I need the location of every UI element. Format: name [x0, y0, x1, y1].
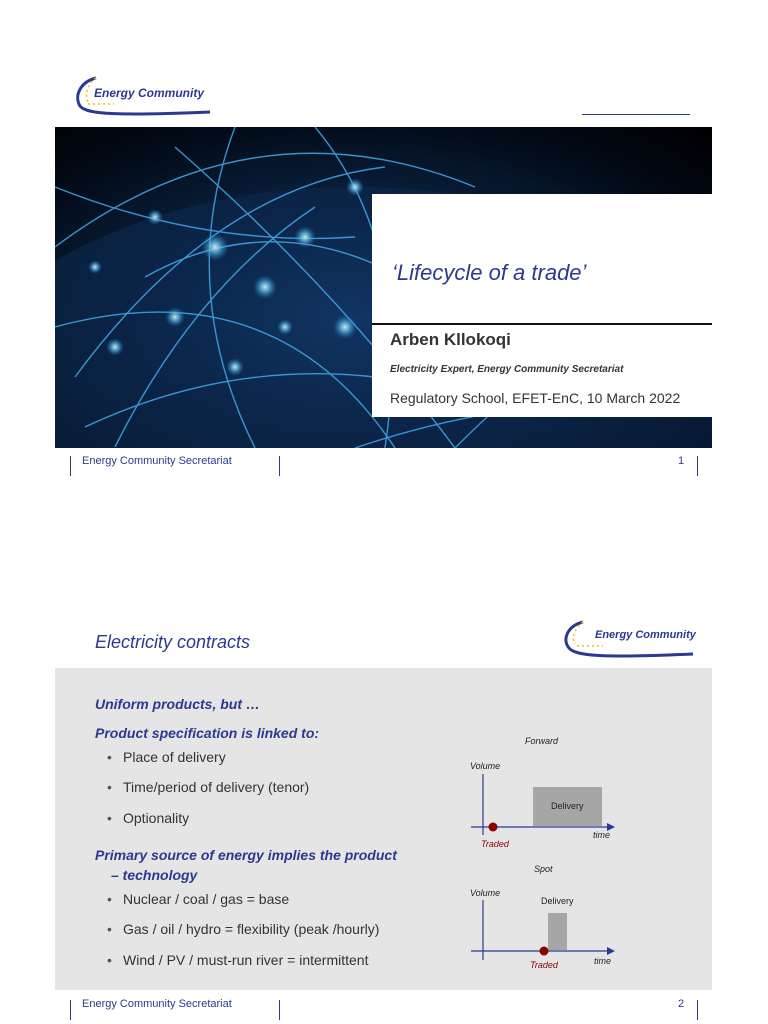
footer-bar-mid — [279, 1000, 280, 1020]
slide-title: Electricity contracts — [95, 632, 251, 652]
presenter-name: Arben Kllokoqi — [390, 330, 511, 349]
slide-1 — [0, 0, 768, 500]
list-item: • Gas / oil / hydro = flexibility (peak /hourly) — [123, 921, 379, 937]
energy-community-logo — [563, 618, 703, 660]
list-item: • Place of delivery — [123, 749, 226, 765]
footer-bar-mid — [279, 456, 280, 476]
spot-delivery-label: Delivery — [541, 896, 574, 906]
spot-time-label: time — [594, 956, 612, 966]
presenter-role: Electricity Expert, Energy Community Secretariat — [390, 364, 624, 375]
title-panel — [372, 194, 712, 417]
slide-title: ‘Lifecycle of a trade’ — [392, 260, 587, 285]
content-panel — [55, 668, 712, 990]
footer-bar-right — [697, 456, 698, 476]
header-rule — [582, 114, 690, 115]
spot-diagram — [465, 858, 645, 978]
spot-traded-label: Traded — [530, 960, 558, 970]
footer-bar-right — [697, 1000, 698, 1020]
footer-org: Energy Community Secretariat — [82, 998, 232, 1010]
forward-volume-label: Volume — [470, 761, 501, 771]
forward-time-label: time — [593, 830, 611, 840]
spot-label: Spot — [534, 864, 553, 874]
logo-text: Energy Community — [595, 629, 696, 641]
forward-delivery-label: Delivery — [551, 801, 584, 811]
list-item: • Time/period of delivery (tenor) — [123, 779, 309, 795]
heading-primary-source: Primary source of energy implies the product — [95, 847, 397, 863]
list-item: • Nuclear / coal / gas = base — [123, 891, 289, 907]
list-item: • Wind / PV / must-run river = intermittent — [123, 952, 368, 968]
forward-traded-label: Traded — [481, 839, 509, 849]
event-line: Regulatory School, EFET-EnC, 10 March 2022 — [390, 390, 681, 406]
heading-uniform-products: Uniform products, but … — [95, 696, 260, 712]
forward-diagram — [465, 730, 645, 850]
forward-label: Forward — [525, 736, 559, 746]
logo-text: Energy Community — [94, 86, 205, 100]
spot-volume-label: Volume — [470, 888, 501, 898]
footer-bar-left — [70, 1000, 71, 1020]
footer-org: Energy Community Secretariat — [82, 455, 232, 467]
heading-product-spec: Product specification is linked to: — [95, 725, 320, 741]
energy-community-logo — [74, 74, 224, 118]
footer-bar-left — [70, 456, 71, 476]
list-item: • Optionality — [123, 810, 189, 826]
title-divider — [372, 323, 712, 325]
forward-axes — [465, 730, 645, 850]
page-number: 2 — [678, 998, 685, 1010]
slide-2 — [0, 590, 768, 1024]
page-number: 1 — [678, 455, 685, 467]
heading-technology: – technology — [111, 867, 198, 883]
